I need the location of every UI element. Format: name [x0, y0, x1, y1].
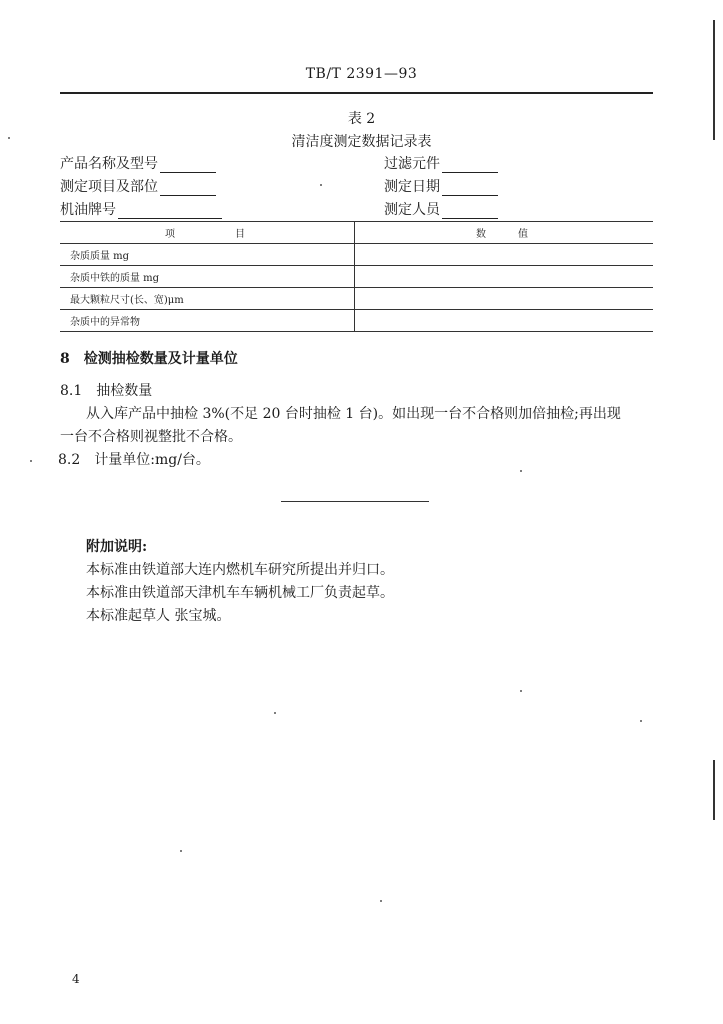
field-test-personnel — [384, 199, 498, 219]
scan-speck — [8, 137, 10, 139]
end-rule — [281, 501, 429, 502]
field-label: 机油牌号 — [60, 202, 116, 218]
scan-speck — [640, 720, 642, 722]
table-number: 表 2 — [347, 111, 376, 127]
table-header-row — [60, 222, 653, 244]
scan-speck — [520, 690, 522, 692]
row-label: 杂质中铁的质量 mg — [60, 266, 355, 288]
notes-line-1: 本标准由铁道部大连内燃机车研究所提出并归口。 — [86, 562, 394, 578]
standard-code-header: TB/T 2391—93 — [305, 66, 418, 82]
blank-line — [160, 181, 216, 196]
table-row — [60, 266, 653, 288]
field-test-item-location — [60, 176, 216, 196]
blank-line — [442, 158, 498, 173]
scan-edge-mark — [713, 20, 715, 140]
field-label: 过滤元件 — [384, 156, 440, 172]
scan-speck — [520, 470, 522, 472]
notes-line-3: 本标准起草人 张宝城。 — [86, 608, 231, 624]
column-header-item: 项 目 — [60, 222, 355, 244]
blank-line — [442, 181, 498, 196]
field-test-date — [384, 176, 498, 196]
blank-line — [118, 204, 222, 219]
blank-line — [442, 204, 498, 219]
section-8-heading: 8 检测抽检数量及计量单位 — [60, 351, 238, 367]
field-product-name-model — [60, 153, 216, 173]
field-label: 测定项目及部位 — [60, 179, 158, 195]
notes-line-2: 本标准由铁道部天津机车车辆机械工厂负责起草。 — [86, 585, 394, 601]
row-label: 杂质中的异常物 — [60, 310, 355, 332]
table-row — [60, 244, 653, 266]
record-table — [60, 221, 653, 332]
notes-heading: 附加说明: — [86, 539, 148, 555]
header-rule — [60, 92, 653, 94]
row-label: 最大颗粒尺寸(长、宽)μm — [60, 288, 355, 310]
scan-edge-mark — [713, 760, 715, 820]
section-8-2-text: 8.2 计量单位:mg/台。 — [58, 452, 210, 468]
section-8-1-heading: 8.1 抽检数量 — [60, 383, 153, 399]
field-label: 测定日期 — [384, 179, 440, 195]
table-title: 清洁度测定数据记录表 — [291, 134, 432, 150]
table-row — [60, 288, 653, 310]
section-8-1-text-line1: 从入库产品中抽检 3%(不足 20 台时抽检 1 台)。如出现一台不合格则加倍抽检;再出现 — [86, 406, 621, 422]
row-label: 杂质质量 mg — [60, 244, 355, 266]
value-cell — [355, 266, 654, 288]
field-oil-brand — [60, 199, 222, 219]
field-label: 测定人员 — [384, 202, 440, 218]
field-label: 产品名称及型号 — [60, 156, 158, 172]
scan-speck — [320, 184, 322, 186]
value-cell — [355, 310, 654, 332]
scan-speck — [180, 850, 182, 852]
field-filter-element — [384, 153, 498, 173]
page-number: 4 — [72, 972, 80, 986]
value-cell — [355, 288, 654, 310]
blank-line — [160, 158, 216, 173]
value-cell — [355, 244, 654, 266]
scan-speck — [274, 712, 276, 714]
scan-speck — [380, 900, 382, 902]
scan-speck — [30, 460, 32, 462]
table-row — [60, 310, 653, 332]
column-header-value: 数 值 — [355, 222, 654, 244]
section-8-1-text-line2: 一台不合格则视整批不合格。 — [60, 429, 242, 445]
